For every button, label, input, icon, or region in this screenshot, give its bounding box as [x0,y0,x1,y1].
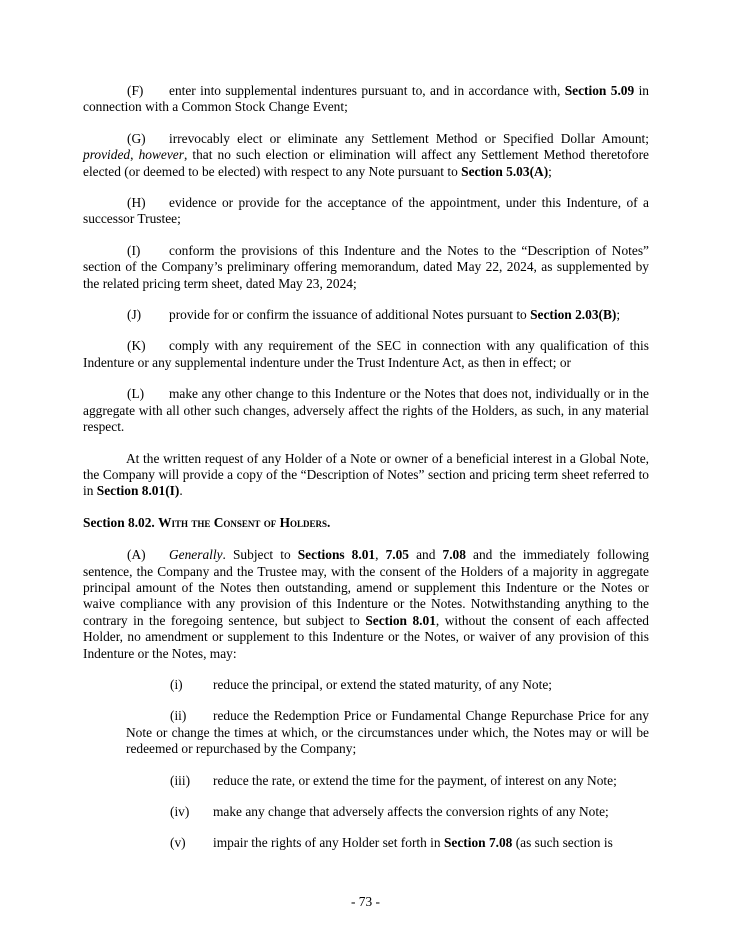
subclause-text: reduce the rate, or extend the time for the payment, of interest on any Note; [213,772,617,788]
subclause-label: (iv) [170,804,190,819]
clause-text: evidence or provide for the acceptance of the appointment, under this Indenture, of a successor Trustee; [83,195,649,227]
clause-label: (A) [127,547,146,563]
clause-text: make any other change to this Indenture or the Notes that does not, individually or in the aggregate with all other such changes, adversely affect the rights of the Holders, as such, in any material respect. [83,386,649,435]
subclause-ii [126,708,649,757]
clause-label: (L) [127,386,145,402]
clause-label: (G) [127,130,146,146]
clause-label: (F) [127,83,144,98]
subclause-text: reduce the principal, or extend the stated maturity, of any Note; [213,676,552,692]
page-number: - 73 - [350,894,380,909]
clause-h [83,195,649,228]
clause-text: comply with any requirement of the SEC in connection with any qualification of this Indenture or any supplemental indenture under the Trust Indenture Act, as then in effect; or [83,338,649,370]
subclause-i [126,677,649,693]
clause-label: (J) [127,307,142,323]
clause-j [83,307,649,323]
subclause-label: (i) [170,676,183,692]
section-heading: Section 8.02. With the Consent of Holders. [83,514,331,530]
clause-text: irrevocably elect or eliminate any Settlement Method or Specified Dollar Amount; provided, however, that no such election or elimination will affect any Settlement Method theretofore elected (or deemed to be elected) with respect to any Note pursuant to Section 5.03(A); [83,130,649,179]
clause-text: provide for or confirm the issuance of additional Notes pursuant to Section 2.03(B); [169,307,621,323]
clause-f [83,83,649,116]
subclause-text: make any change that adversely affects the conversion rights of any Note; [213,804,609,819]
subclause-label: (v) [170,835,186,851]
clause-a-generally [83,547,649,662]
subclause-v [126,835,649,851]
clause-text: enter into supplemental indentures pursuant to, and in accordance with, Section 5.09 in connection with a Common Stock Change Event; [83,83,649,115]
clause-text: Generally. Subject to Sections 8.01, 7.05 and 7.08 and the immediately following sentence, the Company and the Trustee may, with the consent of the Holders of a majority in aggregate principal amount of the Notes then outstanding, amend or supplement this Indenture or the Notes or waive compliance with any provision of this Indenture or the Notes. Notwithstanding anything to the contrary in the foregoing sentence, but subject to Section 8.01, without the consent of each affected Holder, no amendment or supplement to this Indenture or the Notes, or waiver of any provision of this Indenture or the Notes, may: [83,547,649,661]
clause-label: (K) [127,338,146,354]
subclause-iii [126,773,649,789]
page-body [83,83,649,867]
clause-g [83,131,649,180]
request-paragraph: At the written request of any Holder of a Note or owner of a beneficial interest in a Global Note, the Company will provide a copy of the “Description of Notes” section and pricing term sheet referred to in Section 8.01(I). [83,450,649,499]
clause-i [83,243,649,292]
clause-l [83,386,649,435]
subclause-label: (iii) [170,772,191,788]
clause-k [83,338,649,371]
subclause-iv [126,804,649,820]
clause-label: (I) [127,242,141,258]
clause-label: (H) [127,195,146,211]
subclause-text: impair the rights of any Holder set forth in Section 7.08 (as such section is [213,835,613,851]
subclause-text: reduce the Redemption Price or Fundamental Change Repurchase Price for any Note or change the times at which, or the circumstances under which, the Notes may or will be redeemed or repurchased by the Company; [126,708,649,757]
subclause-label: (ii) [170,708,187,724]
clause-text: conform the provisions of this Indenture and the Notes to the “Description of Notes” section of the Company’s preliminary offering memorandum, dated May 22, 2024, as supplemented by the related pricing term sheet, dated May 23, 2024; [83,242,649,291]
